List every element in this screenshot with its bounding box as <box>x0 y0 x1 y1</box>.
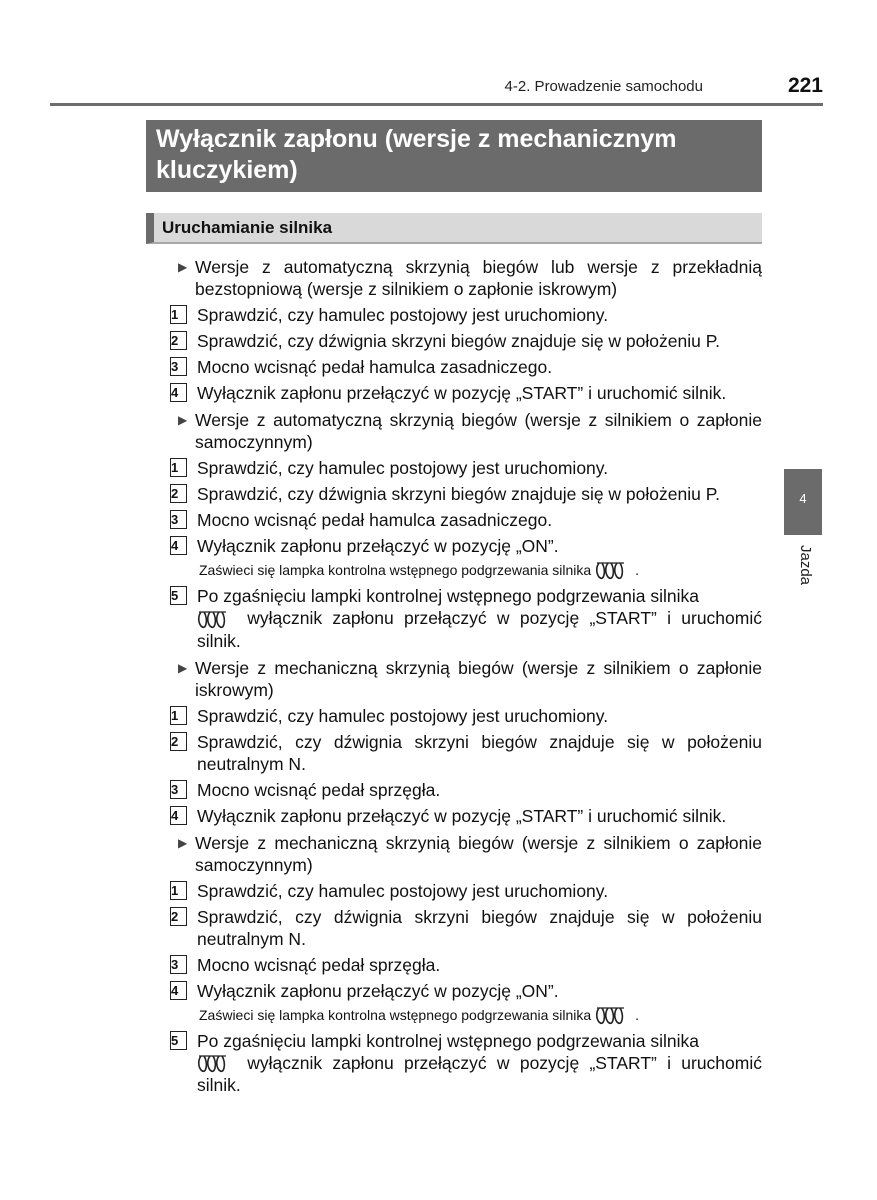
variant-heading <box>170 832 762 876</box>
step-number: 2 <box>170 907 187 926</box>
step-item <box>170 880 762 902</box>
step-item <box>170 705 762 727</box>
step-item <box>170 382 762 404</box>
step-number: 2 <box>170 732 187 751</box>
note-end: . <box>635 1006 639 1023</box>
note-text: Zaświeci się lampka kontrolna wstępnego podgrzewania silnika <box>199 562 592 578</box>
step-item <box>170 585 762 651</box>
step-text: Sprawdzić, czy hamulec postojowy jest uruchomiony. <box>197 705 609 726</box>
step-item <box>170 509 762 531</box>
step-item <box>170 980 762 1002</box>
step-text: Wyłącznik zapłonu przełączyć w pozycję „START” i uruchomić silnik. <box>197 805 727 826</box>
step-text-continued: wyłącznik zapłonu przełączyć w pozycję „START” i uruchomić silnik. <box>197 1052 762 1096</box>
triangle-right-icon: ▶ <box>178 260 188 274</box>
page-header <box>50 74 823 104</box>
step-item <box>170 483 762 505</box>
step-number: 1 <box>170 706 187 725</box>
indicator-note <box>170 1005 762 1026</box>
step-number: 2 <box>170 484 187 503</box>
triangle-right-icon: ▶ <box>178 660 188 675</box>
glow-plug-indicator-icon <box>595 1006 635 1026</box>
step-text: Mocno wcisnąć pedał hamulca zasadniczego. <box>197 357 553 377</box>
step-number: 3 <box>170 780 187 799</box>
step-number: 3 <box>170 357 187 376</box>
step-number: 1 <box>170 881 187 900</box>
step-number: 3 <box>170 955 187 974</box>
variant-text: Wersje z mechaniczną skrzynią biegów (wersje z silnikiem o zapłonie samoczynnym) <box>195 832 762 875</box>
glow-plug-indicator-icon <box>197 610 237 630</box>
step-item <box>170 356 762 378</box>
chapter-number: 4 <box>799 491 807 506</box>
step-text: Mocno wcisnąć pedał hamulca zasadniczego. <box>197 510 553 530</box>
step-text: Wyłącznik zapłonu przełączyć w pozycję „ON”. <box>197 536 559 556</box>
step-item <box>170 779 762 801</box>
step-number: 4 <box>170 981 187 1000</box>
step-item <box>170 304 762 326</box>
page-number: 221 <box>787 74 823 97</box>
step-text: Sprawdzić, czy hamulec postojowy jest uruchomiony. <box>197 458 609 478</box>
variant-heading <box>170 409 762 453</box>
step-text: Po zgaśnięciu lampki kontrolnej wstępnego podgrzewania silnika <box>197 1030 699 1051</box>
step-number: 1 <box>170 458 187 477</box>
step-text: Mocno wcisnąć pedał sprzęgła. <box>197 954 441 975</box>
step-text: Sprawdzić, czy dźwignia skrzyni biegów znajduje się w położeniu neutralnym N. <box>197 906 762 949</box>
header-rule <box>50 103 823 106</box>
step-text: Po zgaśnięciu lampki kontrolnej wstępnego podgrzewania silnika <box>197 586 699 607</box>
variant-heading <box>170 256 762 300</box>
step-item <box>170 731 762 775</box>
step-text: Mocno wcisnąć pedał sprzęgła. <box>197 779 441 800</box>
step-text-continued: wyłącznik zapłonu przełączyć w pozycję „START” i uruchomić silnik. <box>197 608 762 651</box>
step-text: Wyłącznik zapłonu przełączyć w pozycję „ON”. <box>197 980 559 1001</box>
step-item <box>170 535 762 557</box>
step-text: Sprawdzić, czy dźwignia skrzyni biegów znajduje się w położeniu P. <box>197 484 720 504</box>
step-number: 1 <box>170 305 187 324</box>
step-item <box>170 457 762 479</box>
step-number: 4 <box>170 536 187 555</box>
chapter-tab[interactable] <box>784 469 822 535</box>
triangle-right-icon: ▶ <box>178 413 188 427</box>
step-number: 3 <box>170 510 187 529</box>
section-subheading: Uruchamianie silnika <box>146 213 762 244</box>
step-text: Sprawdzić, czy dźwignia skrzyni biegów znajduje się w położeniu P. <box>197 331 720 351</box>
variant-text: Wersje z automatyczną skrzynią biegów lub wersje z przekładnią bezstopniową (wersje z silnikiem o zapłonie iskrowym) <box>195 257 762 299</box>
step-number: 5 <box>170 1031 187 1050</box>
glow-plug-indicator-icon <box>197 1054 237 1074</box>
chapter-label: Jazda <box>797 545 814 586</box>
section-title: 4-2. Prowadzenie samochodu <box>504 78 703 95</box>
step-text: Sprawdzić, czy hamulec postojowy jest uruchomiony. <box>197 305 609 325</box>
note-text: Zaświeci się lampka kontrolna wstępnego podgrzewania silnika <box>199 1006 592 1023</box>
indicator-note <box>170 560 762 581</box>
step-number: 5 <box>170 586 187 605</box>
triangle-right-icon: ▶ <box>178 835 188 850</box>
note-end: . <box>635 562 639 578</box>
step-number: 2 <box>170 331 187 350</box>
page-title: Wyłącznik zapłonu (wersje z mechanicznym kluczykiem) <box>146 120 762 192</box>
step-number: 4 <box>170 806 187 825</box>
step-text: Wyłącznik zapłonu przełączyć w pozycję „START” i uruchomić silnik. <box>197 383 727 403</box>
step-item <box>170 330 762 352</box>
step-item <box>170 805 762 827</box>
step-item <box>170 906 762 950</box>
step-text: Sprawdzić, czy hamulec postojowy jest uruchomiony. <box>197 880 609 901</box>
step-item <box>170 954 762 976</box>
variant-text: Wersje z mechaniczną skrzynią biegów (wersje z silnikiem o zapłonie iskrowym) <box>195 657 762 700</box>
procedure-content <box>170 251 762 1096</box>
step-number: 4 <box>170 383 187 402</box>
variant-heading <box>170 657 762 701</box>
glow-plug-indicator-icon <box>595 561 635 581</box>
step-text: Sprawdzić, czy dźwignia skrzyni biegów znajduje się w położeniu neutralnym N. <box>197 731 762 774</box>
step-item <box>170 1030 762 1096</box>
variant-text: Wersje z automatyczną skrzynią biegów (wersje z silnikiem o zapłonie samoczynnym) <box>195 410 762 452</box>
